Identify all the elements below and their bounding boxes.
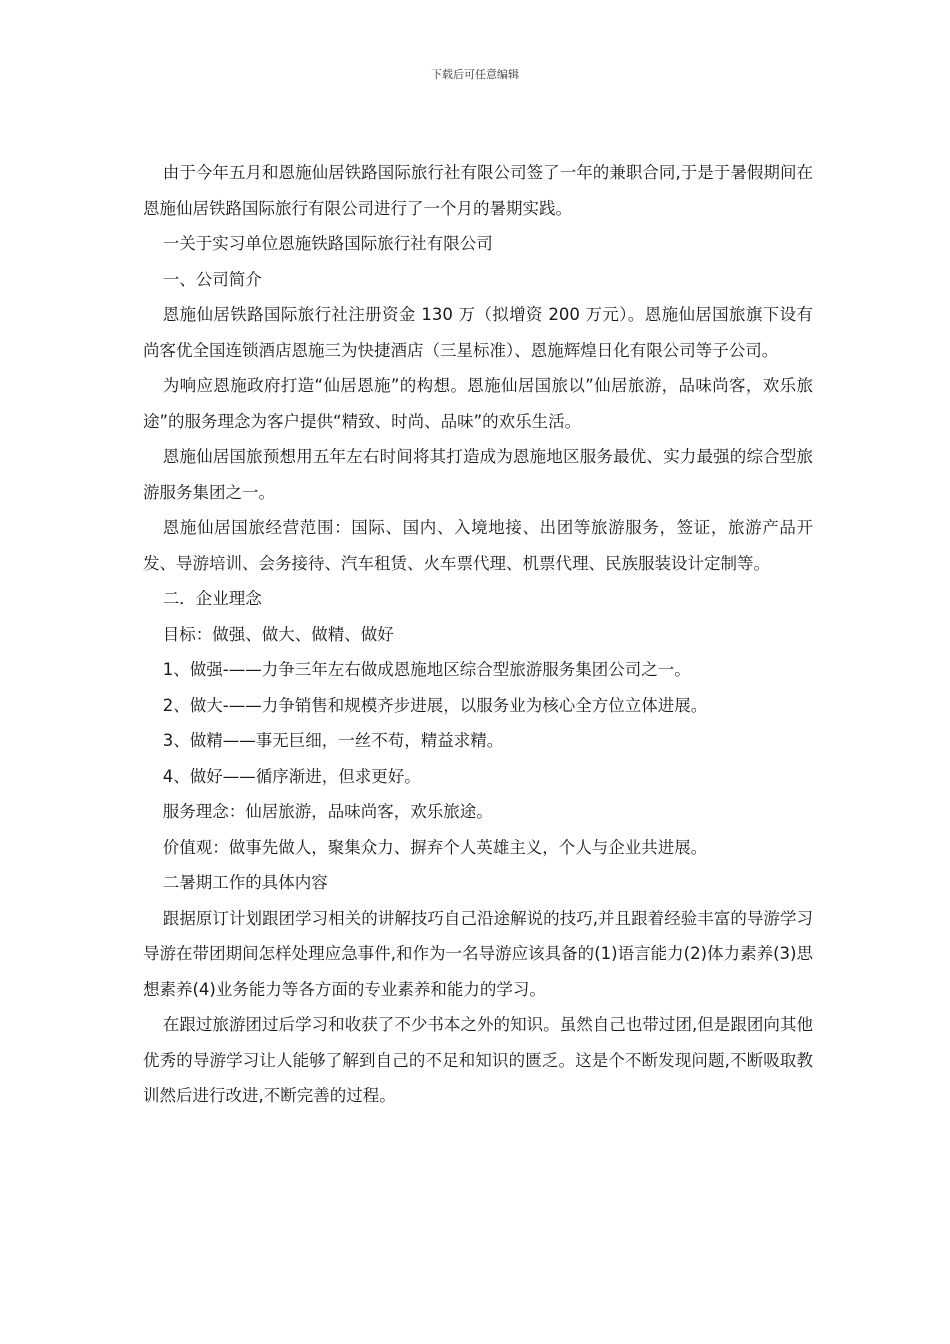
section-heading-1: 一关于实习单位恩施铁路国际旅行社有限公司	[162, 234, 493, 253]
goal-item-4: 4、做好——循序渐进，但求更好。	[162, 766, 421, 786]
paragraph-business-scope: 恩施仙居国旅经营范围：国际、国内、入境地接、出团等旅游服务，签证，旅游产品开发、导游培训、会务接待、汽车租赁、火车票代理、机票代理、民族服装设计定制等。	[143, 518, 813, 573]
goal-item-2: 2、做大-——力争销售和规模齐步进展，以服务业为核心全方位立体进展。	[162, 695, 708, 715]
goal-item-3: 3、做精——事无巨细，一丝不苟，精益求精。	[162, 731, 504, 750]
paragraph-vision: 恩施仙居国旅预想用五年左右时间将其打造成为恩施地区服务最优、实力最强的综合型旅游服务集团之一。	[143, 447, 813, 502]
section-heading-2: 二暑期工作的具体内容	[162, 873, 328, 892]
document-body	[143, 155, 813, 1114]
page-header: 下载后可任意编辑	[431, 68, 519, 81]
paragraph-intro: 由于今年五月和恩施仙居铁路国际旅行社有限公司签了一年的兼职合同,于是于暑假期间在恩施仙居铁路国际旅行有限公司进行了一个月的暑期实践。	[143, 163, 813, 218]
subheading-company-profile: 一、公司简介	[162, 269, 262, 289]
paragraph-company-capital: 恩施仙居铁路国际旅行社注册资金 130 万（拟增资 200 万元）。恩施仙居国旅旗下设有尚客优全国连锁酒店恩施三为快捷酒店（三星标准）、恩施辉煌日化有限公司等子公司。	[143, 305, 813, 360]
paragraph-work-content: 跟据原订计划跟团学习相关的讲解技巧自己沿途解说的技巧,并且跟着经验丰富的导游学习导游在带团期间怎样处理应急事件,和作为一名导游应该具备的(1)语言能力(2)体力素养(3)思想素养(4)业务能力等各方面的专业素养和能力的学习。	[143, 908, 813, 999]
values-line: 价值观：做事先做人，聚集众力、摒弃个人英雄主义，个人与企业共进展。	[162, 837, 708, 857]
goal-item-1: 1、做强-——力争三年左右做成恩施地区综合型旅游服务集团公司之一。	[162, 660, 691, 679]
service-philosophy-line: 服务理念：仙居旅游，品味尚客，欢乐旅途。	[162, 802, 493, 821]
paragraph-reflection: 在跟过旅游团过后学习和收获了不少书本之外的知识。虽然自己也带过团,但是跟团向其他优秀的导游学习让人能够了解到自己的不足和知识的匮乏。这是个不断发现问题,不断吸取教训然后进行改进,不断完善的过程。	[143, 1015, 813, 1105]
paragraph-service-concept: 为响应恩施政府打造“仙居恩施”的构想。恩施仙居国旅以”仙居旅游，品味尚客，欢乐旅途”的服务理念为客户提供“精致、时尚、品味”的欢乐生活。	[143, 376, 813, 431]
goal-line: 目标：做强、做大、做精、做好	[162, 624, 394, 644]
subheading-philosophy: 二．企业理念	[162, 589, 262, 608]
